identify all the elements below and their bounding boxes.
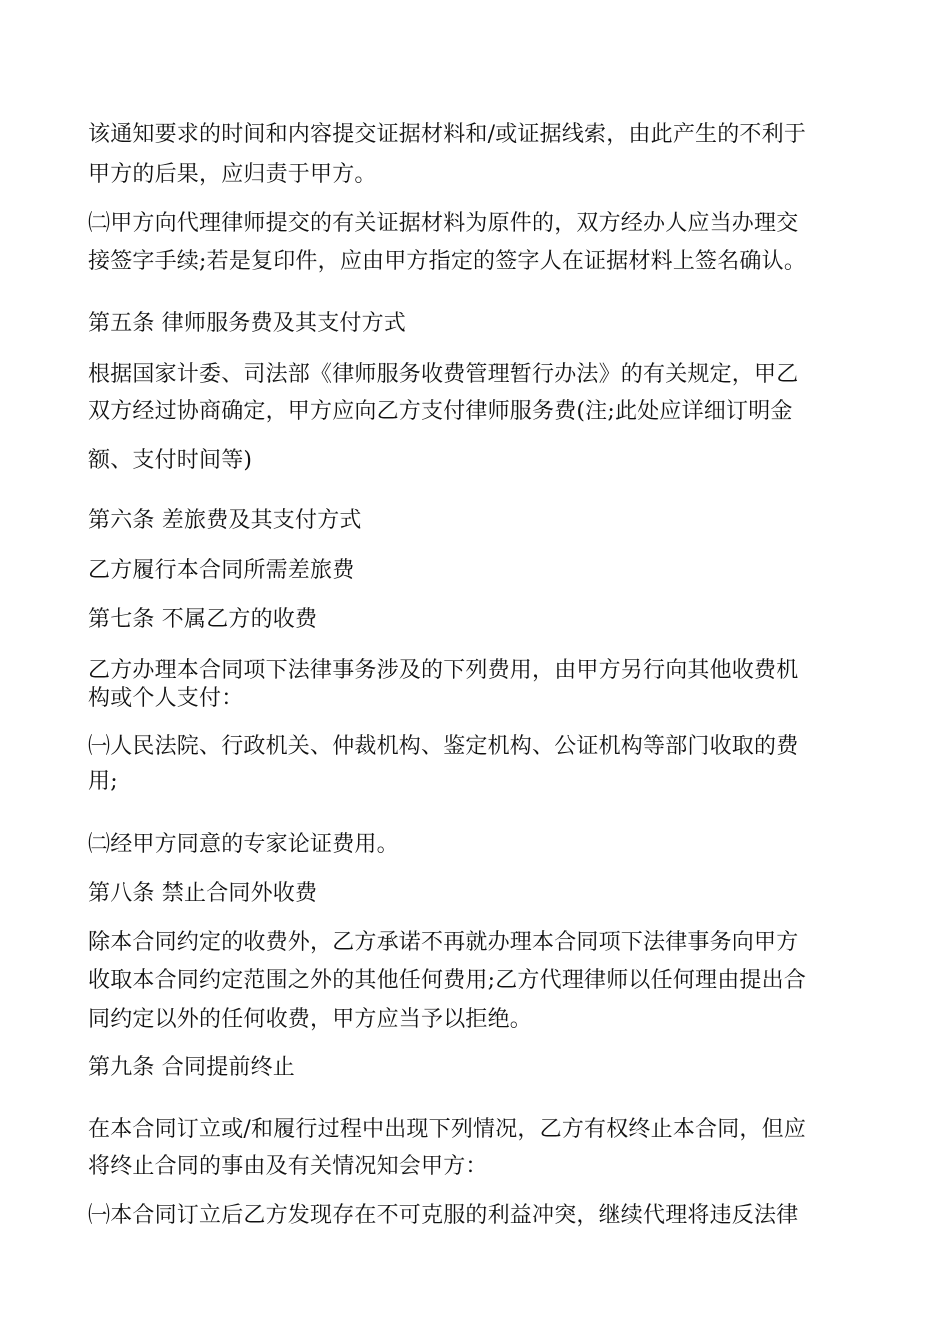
text-line: 额、支付时间等) <box>88 448 253 473</box>
text-line: 双方经过协商确定，甲方应向乙方支付律师服务费(注;此处应详细订明金 <box>88 399 793 424</box>
text-line: 除本合同约定的收费外，乙方承诺不再就办理本合同项下法律事务向甲方 <box>88 930 799 955</box>
text-line: 该通知要求的时间和内容提交证据材料和/或证据线索，由此产生的不利于 <box>88 122 807 147</box>
text-line: 同约定以外的任何收费，甲方应当予以拒绝。 <box>88 1007 533 1032</box>
text-line: 乙方履行本合同所需差旅费 <box>88 558 355 583</box>
section-heading: 第九条 合同提前终止 <box>88 1055 295 1080</box>
text-line: 将终止合同的事由及有关情况知会甲方： <box>88 1154 488 1179</box>
text-line: 乙方办理本合同项下法律事务涉及的下列费用，由甲方另行向其他收费机 <box>88 658 799 683</box>
text-line: 在本合同订立或/和履行过程中出现下列情况，乙方有权终止本合同，但应 <box>88 1117 807 1142</box>
text-line: ㈡甲方向代理律师提交的有关证据材料为原件的，双方经办人应当办理交 <box>88 211 799 236</box>
section-heading: 第五条 律师服务费及其支付方式 <box>88 311 406 336</box>
text-line: 构或个人支付： <box>88 686 244 711</box>
text-line: 收取本合同约定范围之外的其他任何费用;乙方代理律师以任何理由提出合 <box>88 968 807 993</box>
list-item: ㈠本合同订立后乙方发现存在不可克服的利益冲突，继续代理将违反法律 <box>88 1203 799 1228</box>
text-line: 甲方的后果，应归责于甲方。 <box>88 162 377 187</box>
text-line: 根据国家计委、司法部《律师服务收费管理暂行办法》的有关规定，甲乙 <box>88 362 799 387</box>
section-heading: 第六条 差旅费及其支付方式 <box>88 508 362 533</box>
list-item: ㈡经甲方同意的专家论证费用。 <box>88 832 399 857</box>
list-item: ㈠人民法院、行政机关、仲裁机构、鉴定机构、公证机构等部门收取的费 <box>88 734 799 759</box>
section-heading: 第八条 禁止合同外收费 <box>88 881 318 906</box>
text-line: 用; <box>88 769 118 794</box>
text-line: 接签字手续;若是复印件，应由甲方指定的签字人在证据材料上签名确认。 <box>88 249 807 274</box>
section-heading: 第七条 不属乙方的收费 <box>88 607 318 632</box>
